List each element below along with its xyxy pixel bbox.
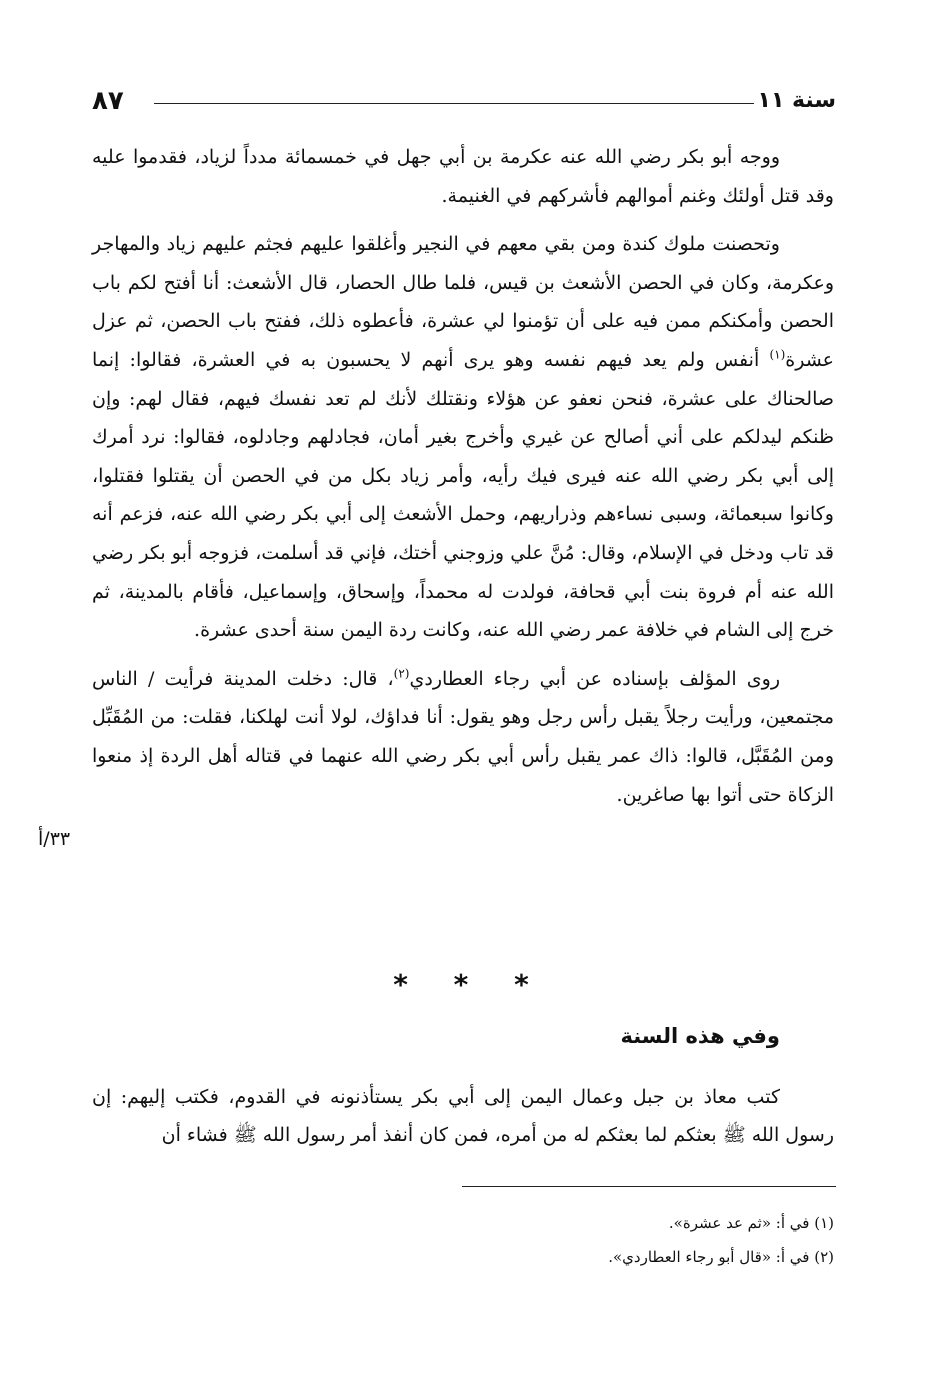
- section-paragraph: كتب معاذ بن جبل وعمال اليمن إلى أبي بكر يستأذنونه في القدوم، فكتب إليهم: إن رسول الله ﷺ بعثكم لما بعثكم له من أمره، فمن كان أنفذ أمر رسول الله ﷺ فشاء أن: [92, 1086, 834, 1146]
- section-heading: وفي هذه السنة: [620, 1024, 780, 1048]
- paragraph-1: ووجه أبو بكر رضي الله عنه عكرمة بن أبي جهل في خمسمائة مدداً لزياد، فقدموا عليه وقد قتل أولئك وغنم أموالهم فأشركهم في الغنيمة.: [92, 146, 834, 207]
- manuscript-folio-reference: ٣٣/أ: [38, 828, 71, 850]
- paragraph-2-part-1: وتحصنت ملوك كندة ومن بقي معهم في النجير وأغلقوا عليهم فجثم عليهم زياد والمهاجر وعكرمة، وكان في الحصن الأشعث بن قيس، فلما طال الحصار، قال الأشعث: أنا أفتح لكم باب الحصن وأمكنكم ممن فيه على أن تؤمنوا لي عشرة، فأعطوه ذلك، ففتح باب الحصن، ثم عزل عشرة: [92, 233, 834, 371]
- footnote-1: (١) في أ: «ثم عد عشرة».: [668, 1214, 834, 1232]
- paragraph-2-part-2: أنفس ولم يعد فيهم نفسه وهو يرى أنهم لا يحسبون به في العشرة، فقالوا: إنما صالحناك على عشرة، فنحن نعفو عن هؤلاء ونقتلك لأنك لم تعد نفسك فيهم، فقال لهم: وإن ظنكم ليدلكم على أني أصالح عن غيري وأخرج بغير أمان، فجادلهم وجادلوه، فقالوا: نرد أمرك إلى أبي بكر رضي الله عنه فيرى فيك رأيه، وأمر زياد بكل من في الحصن أن يقتلوا فقتلوا، وكانوا سبعمائة، وسبى نساءهم وذراريهم، وحمل الأشعث إلى أبي بكر رضي الله عنه، فزعم أنه قد تاب ودخل في الإسلام، وقال: مُنَّ علي وزوجني أختك، فإني قد أسلمت، فزوجه أبو بكر رضي الله عنه أم فروة بنت أبي قحافة، فولدت له محمداً، وإسحاق، وإسماعيل، فأقام بالمدينة، ثم خرج إلى الشام في خلافة عمر رضي الله عنه، وكانت ردة اليمن سنة أحدى عشرة.: [92, 348, 834, 642]
- footnote-marker-2: (٢): [393, 666, 410, 681]
- footnote-marker-1: (١): [769, 347, 786, 362]
- page-number: ٨٧: [92, 86, 124, 116]
- running-header: [92, 88, 836, 118]
- paragraph-3: [92, 660, 834, 814]
- main-text: [92, 138, 834, 814]
- footnote-2: (٢) في أ: «قال أبو رجاء العطاردي».: [608, 1248, 834, 1266]
- section-separator: * * *: [393, 968, 547, 1001]
- header-year-label: سنة ١١: [757, 88, 836, 113]
- footnotes: [92, 1206, 834, 1274]
- paragraph-3-part-1: روى المؤلف بإسناده عن أبي رجاء العطاردي: [409, 667, 781, 690]
- footnote-rule: [462, 1186, 836, 1187]
- paragraph-3-part-2: ، قال: دخلت المدينة فرأيت / الناس مجتمعين، ورأيت رجلاً يقبل رأس رجل وهو يقول: أنا فداؤك، لولا أنت لهلكنا، فقلت: من المُقَبِّل ومن المُقَبَّل، قالوا: ذاك عمر يقبل رأس أبي بكر رضي الله عنهما في قتاله أهل الردة إذ منعوا الزكاة حتى أتوا بها صاغرين.: [92, 667, 834, 806]
- paragraph-2: [92, 225, 834, 650]
- section-text: [92, 1078, 834, 1154]
- header-rule: [154, 103, 754, 104]
